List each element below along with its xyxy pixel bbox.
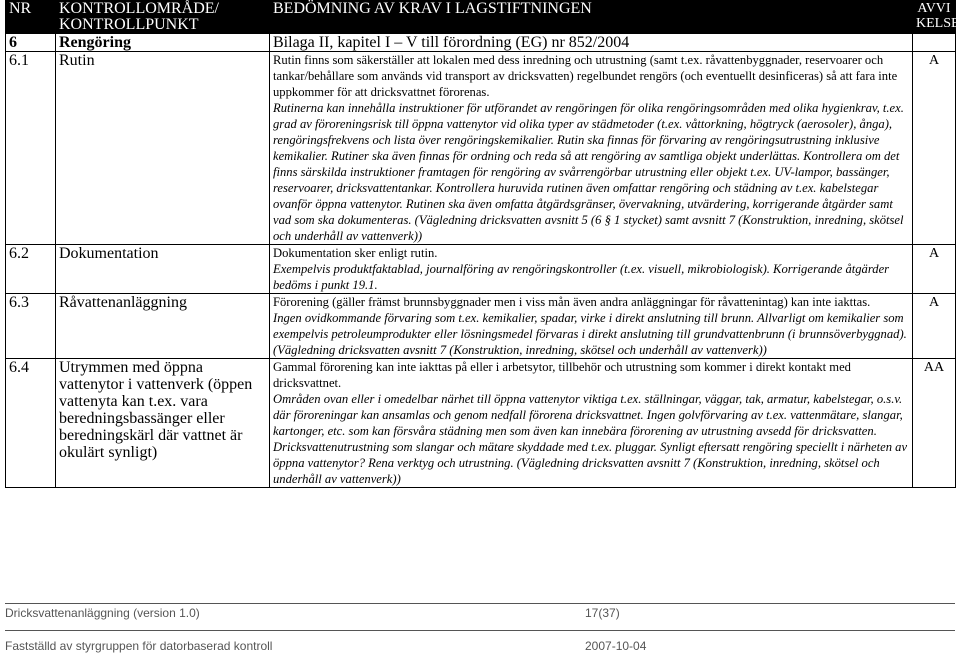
footer-date: 2007-10-04: [585, 639, 647, 653]
footer-document-name: Dricksvattenanläggning (version 1.0): [5, 606, 200, 620]
row-assessment: [270, 294, 913, 359]
table-row: [6, 359, 956, 488]
table-row: [6, 294, 956, 359]
row-title: Utrymmen med öppna vattenytor i vattenverk (öppen vattenyta kan t.ex. vara beredningsbassänger eller beredningskärl där vattnet är okulärt synligt): [56, 359, 270, 488]
section-name: Rengöring: [56, 34, 270, 52]
guidance-text: Ingen ovidkommande förvaring som t.ex. kemikalier, spadar, virke i direkt anslutning till brunn. Allvarligt om kemikalier som exempelvis petroleumprodukter eller lösningsmedel förvaras i direkt anslutning till grundvattenbrunn (i brunnsöverbyggnad). (Vägledning dricksvatten avsnitt 7 (Konstruktion, inredning, skötsel och underhåll av vattenverk)): [273, 311, 907, 357]
guidance-text: Områden ovan eller i omedelbar närhet till öppna vattenytor viktiga t.ex. ställningar, väggar, tak, armatur, kabelstegar, o.s.v. där föroreningar kan ansamlas och genom nedfall förorena dricksvattnet. Ingen golvförvaring av t.ex. vattenmätare, slangar, kartonger, etc. som kan försvåra städning men som även kan innebära förorening av utrustning avsedd för dricksvatten. Dricksvattenutrustning som slangar och mätare skyddade med t.ex. pluggar. Synligt eftersatt rengöring speciellt i närheten av öppna vattenytor? Rena verktyg och utrustning. (Vägledning dricksvatten avsnitt 7 (Konstruktion, inredning, skötsel och underhåll av vattenverk)): [273, 392, 908, 486]
row-assessment: [270, 359, 913, 488]
section-avvi: [913, 34, 956, 52]
section-row: [6, 34, 956, 52]
header-nr: NR: [6, 1, 56, 34]
row-title: Råvattenanläggning: [56, 294, 270, 359]
guidance-text: Exempelvis produktfaktablad, journalföring av rengöringskontroller (t.ex. visuell, mikrobiologisk). Korrigerande åtgärder bedöms i punkt 19.1.: [273, 262, 890, 292]
row-title: Dokumentation: [56, 245, 270, 294]
row-assessment: [270, 52, 913, 245]
requirement-text: Förorening (gäller främst brunnsbyggnader men i viss mån även andra anläggningar för råvattenintag) kan inte iakttas.: [273, 295, 871, 309]
requirement-text: Dokumentation sker enligt rutin.: [273, 246, 438, 260]
row-assessment: [270, 245, 913, 294]
row-title: Rutin: [56, 52, 270, 245]
row-avvi: A: [913, 245, 956, 294]
header-avvi: AVVI KELSE: [913, 1, 956, 34]
table-row: [6, 245, 956, 294]
footer-divider: [5, 630, 955, 631]
footer-divider: [5, 603, 955, 604]
section-number: 6: [6, 34, 56, 52]
row-avvi: AA: [913, 359, 956, 488]
guidance-text: Rutinerna kan innehålla instruktioner för utförandet av rengöringen för olika rengöringsområden med olika hygienkrav, t.ex. grad av föroreningsrisk till öppna vattenytor vid olika typer av städmetoder (t.ex. våttorkning, högtryck (aerosoler), ånga), rengöringsfrekvens och lista över rengöringskemikalier. Rutin ska finnas för förvaring av rengöringsutrustning inklusive kemikalier. Rutiner ska även finnas för ordning och reda så att rengöring av samtliga objekt underlättas. Kontrollera om det finns särskilda instruktioner framtagen för rengöring av svårrengörbar utrustning eller objekt t.ex. UV-lampor, bassänger, reservoarer, dricksvattentankar. Kontrollera huruvida rutinen även omfattar rengöring och städning av t.ex. kabelstegar ovanför öppna vattenytor. Rutinen ska även omfatta åtgärdsgränser, övervakning, utvärdering, korrigerande åtgärder samt vad som ska dokumenteras. (Vägledning dricksvatten avsnitt 5 (6 § 1 stycket) samt avsnitt 7 (Konstruktion, inredning, skötsel och underhåll av vattenverk)): [273, 101, 904, 243]
section-reference: Bilaga II, kapitel I – V till förordning (EG) nr 852/2004: [270, 34, 913, 52]
footer-page-number: 17(37): [585, 606, 620, 620]
row-number: 6.4: [6, 359, 56, 488]
row-avvi: A: [913, 294, 956, 359]
header-area: KONTROLLOMRÅDE/ KONTROLLPUNKT: [56, 1, 270, 34]
header-row: [6, 1, 956, 34]
row-avvi: A: [913, 52, 956, 245]
row-number: 6.3: [6, 294, 56, 359]
requirement-text: Gammal förorening kan inte iakttas på eller i arbetsytor, tillbehör och utrustning som kommer i direkt kontakt med dricksvattnet.: [273, 360, 851, 390]
inspection-table: [5, 0, 960, 488]
requirement-text: Rutin finns som säkerställer att lokalen med dess inredning och utrustning (samt t.ex. råvattenbyggnader, reservoarer och tankar/behållare som används vid transport av dricksvatten) regelbundet rengörs (och eventuellt desinficeras) så att fara inte uppkommer för att dricksvattnet förorenas.: [273, 53, 898, 99]
table-row: [6, 52, 956, 245]
row-number: 6.2: [6, 245, 56, 294]
header-assessment: BEDÖMNING AV KRAV I LAGSTIFTNINGEN: [270, 1, 913, 34]
row-number: 6.1: [6, 52, 56, 245]
footer-issuer: Fastställd av styrgruppen för datorbaserad kontroll: [5, 639, 273, 653]
